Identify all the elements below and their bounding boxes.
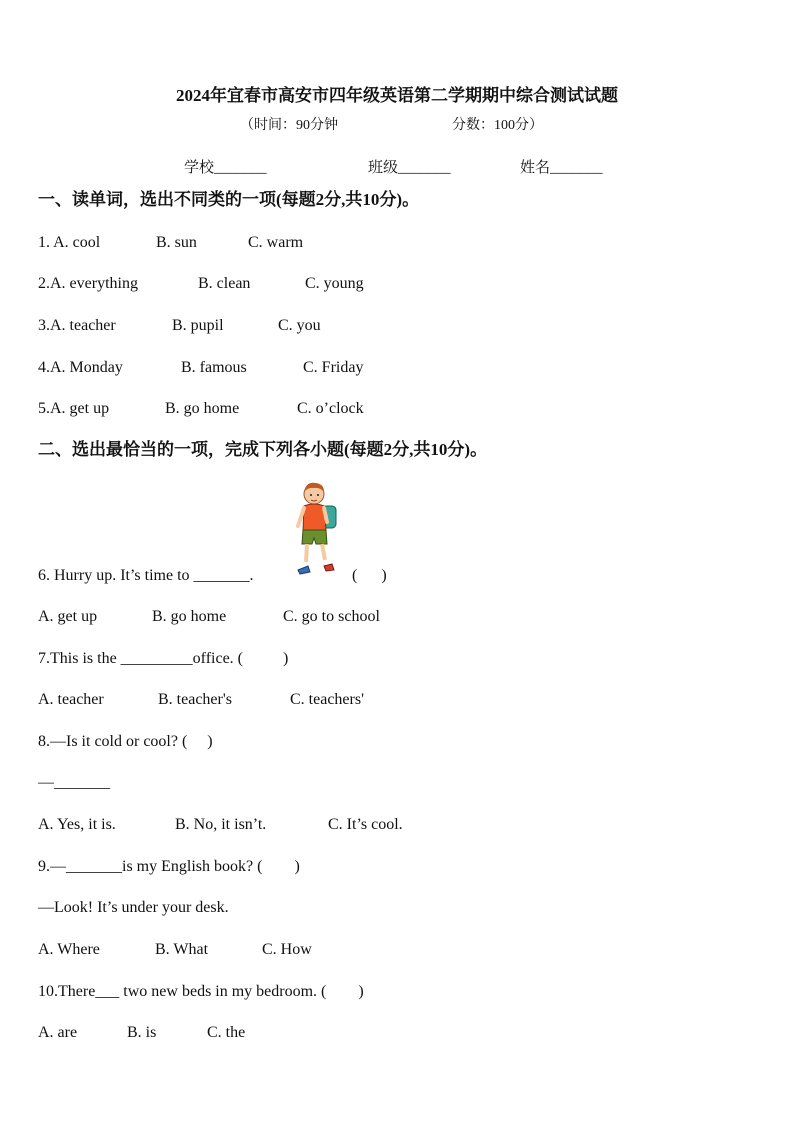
- exam-time: （时间：90分钟: [240, 118, 338, 133]
- option-a: 2.A. everything: [38, 275, 138, 292]
- question-stem: 8.—Is it cold or cool? ( ): [38, 733, 213, 750]
- option-b: B. teacher's: [158, 691, 232, 708]
- option-b: B. clean: [198, 275, 251, 292]
- option-a: A. get up: [38, 608, 98, 625]
- option-a: 1. A. cool: [38, 234, 101, 251]
- option-a: 5.A. get up: [38, 400, 110, 417]
- option-a: A. Where: [38, 941, 100, 958]
- option-c: C. teachers': [290, 691, 364, 708]
- option-c: C. Friday: [303, 359, 364, 376]
- option-c: C. you: [278, 317, 321, 334]
- boy-with-backpack-illustration: [294, 478, 342, 578]
- option-c: C. How: [262, 941, 312, 958]
- option-b: B. famous: [181, 359, 247, 376]
- question-stem: 10.There___ two new beds in my bedroom. ( ): [38, 983, 364, 1000]
- section-heading: 二、选出最恰当的一项，完成下列各小题(每题2分,共10分)。: [38, 440, 488, 459]
- option-c: C. the: [207, 1024, 246, 1041]
- option-a: 4.A. Monday: [38, 359, 123, 376]
- answer-paren: ( ): [352, 567, 387, 584]
- option-a: A. Yes, it is.: [38, 816, 116, 833]
- option-c: C. o’clock: [297, 400, 364, 417]
- school-field: 学校_______: [184, 160, 267, 176]
- option-c: C. It’s cool.: [328, 816, 403, 833]
- option-a: A. are: [38, 1024, 78, 1041]
- option-b: B. is: [127, 1024, 157, 1041]
- page-title: 2024年宜春市高安市四年级英语第二学期期中综合测试试题: [176, 86, 618, 105]
- option-a: 3.A. teacher: [38, 317, 116, 334]
- name-field: 姓名_______: [520, 160, 603, 176]
- option-b: B. go home: [165, 400, 240, 417]
- question-stem: 9.—_______is my English book? ( ): [38, 858, 300, 875]
- option-b: B. go home: [152, 608, 227, 625]
- option-b: B. pupil: [172, 317, 224, 334]
- question-stem: 7.This is the _________office. ( ): [38, 650, 289, 667]
- option-b: B. sun: [156, 234, 197, 251]
- class-field: 班级_______: [368, 160, 451, 176]
- option-c: C. go to school: [283, 608, 380, 625]
- option-c: C. warm: [248, 234, 304, 251]
- option-a: A. teacher: [38, 691, 104, 708]
- option-b: B. What: [155, 941, 209, 958]
- question-stem: 6. Hurry up. It’s time to _______.: [38, 567, 254, 584]
- section-heading: 一、读单词，选出不同类的一项(每题2分,共10分)。: [38, 190, 420, 209]
- exam-score: 分数：100分）: [452, 118, 543, 133]
- answer-line: —_______: [38, 774, 110, 791]
- answer-line: —Look! It’s under your desk.: [38, 899, 229, 916]
- option-c: C. young: [305, 275, 364, 292]
- option-b: B. No, it isn’t.: [175, 816, 267, 833]
